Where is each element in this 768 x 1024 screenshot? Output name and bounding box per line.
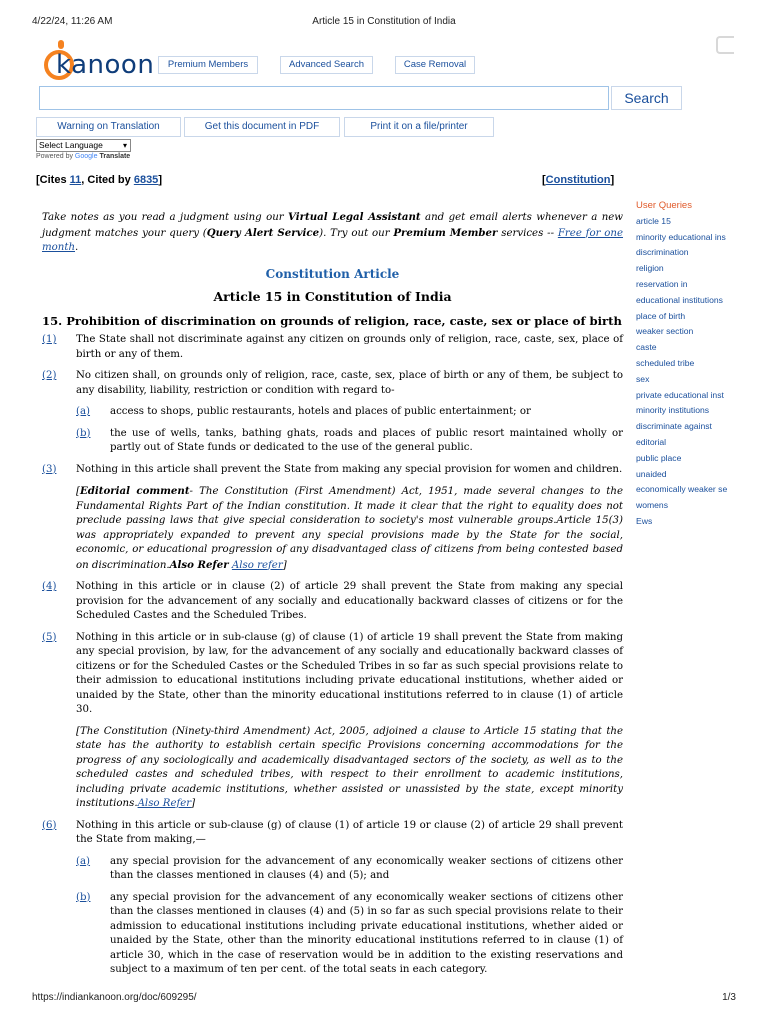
search-input[interactable] [39, 86, 609, 110]
editorial-comment: [Editorial comment- The Constitution (First Amendment) Act, 1951, made several changes to the Fundamental Rights Part of the Indian constitution. It made it clear that the right to equality does not preclude passing laws that give special consideration to society's most vulnerable groups.Article 15(3) was appropriately expanded to prevent any special provisions made by the State for the social, economic, or educational progression of any disadvantaged class of citizens from being contested based on discrimination.Also Refer Also refer] [76, 485, 623, 571]
translate-text: Translate [99, 153, 131, 160]
print-footer [32, 992, 736, 1006]
google-text: Google [74, 153, 98, 160]
subclause-text: access to shops, public restaurants, hotels and places of public entertainment; or [110, 406, 531, 417]
clause-2 [42, 369, 623, 398]
clause-text: The State shall not discriminate against any citizen on grounds only of religion, race, caste, sex, place of birth or any of them. [76, 334, 623, 360]
query-link[interactable]: article 15 [636, 215, 671, 226]
clause-number-link[interactable]: (2) [42, 370, 57, 381]
language-select[interactable] [36, 139, 131, 152]
print-datetime: 4/22/24, 11:26 AM [32, 16, 113, 27]
logo-dot-icon [58, 40, 64, 49]
query-link[interactable]: minority educational ins [636, 231, 726, 242]
query-link[interactable]: economically weaker se [636, 484, 728, 495]
subclause-number-link[interactable]: (b) [76, 891, 91, 903]
query-link[interactable]: discrimination [636, 247, 689, 258]
clause-text: Nothing in this article or in sub-clause (g) of clause (1) of article 19 shall prevent the State from making any special provision, by law, for the advancement of any socially and educationally backward classes of citizens or for the Scheduled Castes or the Scheduled Tribes in so far as such special provisions relate to their admission to educational institutions including private educational institutions, whether aided or unaided by the State, other than the minority educational institutions referred to in clause (1) of article 30. [76, 631, 623, 715]
category-link-wrapper: [Constitution] [542, 174, 615, 186]
page-corner-icon [716, 36, 734, 54]
query-link[interactable]: sex [636, 373, 650, 384]
subclause-text: any special provision for the advancement of any economically weaker sections of citizens other than the classes mentioned in clauses (4) and (5) in so far as such special provisions relate to their admission to educational institutions including private educational institutions, whether aided or unaided by the State, other than the minority educational institutions referred to in clause (1) of article 30, which in the case of reservation would be in addition to the existing reservations and subject to a maximum of ten per cent. of the total seats in each category. [110, 891, 623, 975]
query-link[interactable]: religion [636, 263, 664, 274]
print-page-title: Article 15 in Constitution of India [312, 16, 456, 27]
document-body [42, 210, 623, 985]
premium-intro: Take notes as you read a judgment using our Virtual Legal Assistant and get email alerts whenever a new judgment matches your query (Query Alert Service). Try out our Premium Member services -- Free for one month. [42, 211, 623, 253]
user-queries-title: User Queries [636, 200, 692, 211]
powered-by-google-translate: Powered by Google Translate [36, 153, 131, 160]
amendment-comment: [The Constitution (Ninety-third Amendment) Act, 2005, adjoined a clause to Article 15 stating that the state has the authority to establish certain specific Provisions concerning accommodations for the progress of any sociologically and academically disadvantaged sectors of the society, as well as to the scheduled castes and scheduled tribes, with respect to their enrollment to academic institutions, including private academic institutions, whether assisted or unassisted by the state, except minority institutions.Also Refer] [76, 725, 623, 809]
clause-2a [76, 405, 623, 420]
also-refer-link[interactable]: Also refer [231, 559, 283, 571]
language-select-value: Select Language [39, 140, 103, 150]
query-link[interactable]: weaker section [636, 326, 694, 337]
case-removal-button[interactable]: Case Removal [395, 56, 475, 74]
print-header [32, 16, 736, 30]
cites-link[interactable]: 11 [69, 174, 82, 186]
premium-members-button[interactable]: Premium Members [158, 56, 258, 74]
clause-number-link[interactable]: (4) [42, 581, 57, 592]
clause-text: Nothing in this article shall prevent the State from making any special provision for women and children. [76, 463, 623, 475]
query-link[interactable]: public place [636, 452, 682, 463]
get-pdf-button[interactable]: Get this document in PDF [184, 117, 340, 137]
query-link[interactable]: womens [636, 500, 668, 511]
clause-6b [76, 891, 623, 978]
print-page-number: 1/3 [722, 992, 736, 1003]
query-link[interactable]: unaided [636, 468, 667, 479]
query-link[interactable]: educational institutions [636, 294, 723, 305]
subclause-text: any special provision for the advancement of any economically weaker sections of citizens other than the classes mentioned in clauses (4) and (5); and [110, 855, 623, 881]
clause-text: Nothing in this article or in clause (2) of article 29 shall prevent the State from making any special provision for the advancement of any socially and educationally backward classes of citizens or for the Scheduled Castes and the Scheduled Tribes. [76, 581, 623, 621]
logo-text: kanoon [56, 50, 155, 80]
query-link[interactable]: reservation in [636, 278, 688, 289]
document-category: Constitution Article [265, 266, 400, 281]
clause-6 [42, 819, 623, 848]
also-refer-link[interactable]: Also Refer [137, 798, 192, 809]
clause-number-link[interactable]: (5) [42, 631, 57, 643]
subclause-number-link[interactable]: (a) [76, 406, 91, 417]
query-link[interactable]: private educational inst [636, 389, 724, 400]
advanced-search-button[interactable]: Advanced Search [280, 56, 373, 74]
user-queries-panel [636, 198, 736, 530]
constitution-category-link[interactable]: Constitution [545, 174, 611, 186]
query-link[interactable]: minority institutions [636, 405, 710, 416]
clause-text: Nothing in this article or sub-clause (g) of clause (1) of article 19 or clause (2) of article 29 shall prevent the State from making,— [76, 819, 623, 845]
clause-number-link[interactable]: (6) [42, 819, 57, 831]
clause-number-link[interactable]: (1) [42, 334, 57, 345]
print-url: https://indiankanoon.org/doc/609295/ [32, 992, 197, 1003]
free-trial-link[interactable]: Free for one month [42, 227, 623, 253]
print-button[interactable]: Print it on a file/printer [344, 117, 494, 137]
subclause-number-link[interactable]: (b) [76, 427, 91, 439]
clause-1 [42, 333, 623, 362]
query-link[interactable]: caste [636, 342, 657, 353]
query-link[interactable]: Ews [636, 515, 653, 526]
warning-on-translation-button[interactable]: Warning on Translation [36, 117, 181, 137]
query-link[interactable]: place of birth [636, 310, 686, 321]
cited-by-link[interactable]: 6835 [133, 174, 159, 186]
clause-6a [76, 855, 623, 884]
article-heading: 15. Prohibition of discrimination on grounds of religion, race, caste, sex or place of birth [42, 313, 622, 328]
query-link[interactable]: discriminate against [636, 421, 712, 432]
cites-info: [Cites 11, Cited by 6835] [36, 174, 162, 186]
clause-2b [76, 427, 623, 456]
query-link[interactable]: editorial [636, 436, 667, 447]
subclause-text: the use of wells, tanks, bathing ghats, roads and places of public resort maintained wholly or partly out of State funds or dedicated to the use of the general public. [110, 427, 623, 453]
query-link[interactable]: scheduled tribe [636, 357, 695, 368]
clause-5 [42, 631, 623, 718]
chevron-down-icon: ▾ [122, 141, 127, 150]
subclause-number-link[interactable]: (a) [76, 855, 91, 867]
indiankanoon-logo[interactable] [40, 40, 156, 84]
search-button[interactable]: Search [611, 86, 682, 110]
clause-text: No citizen shall, on grounds only of religion, race, caste, sex, place of birth or any of them, be subject to any disability, liability, restriction or condition with regard to- [76, 370, 623, 396]
clause-3 [42, 463, 623, 478]
clause-4 [42, 580, 623, 624]
clause-number-link[interactable]: (3) [42, 463, 57, 475]
document-title: Article 15 in Constitution of India [213, 289, 452, 304]
